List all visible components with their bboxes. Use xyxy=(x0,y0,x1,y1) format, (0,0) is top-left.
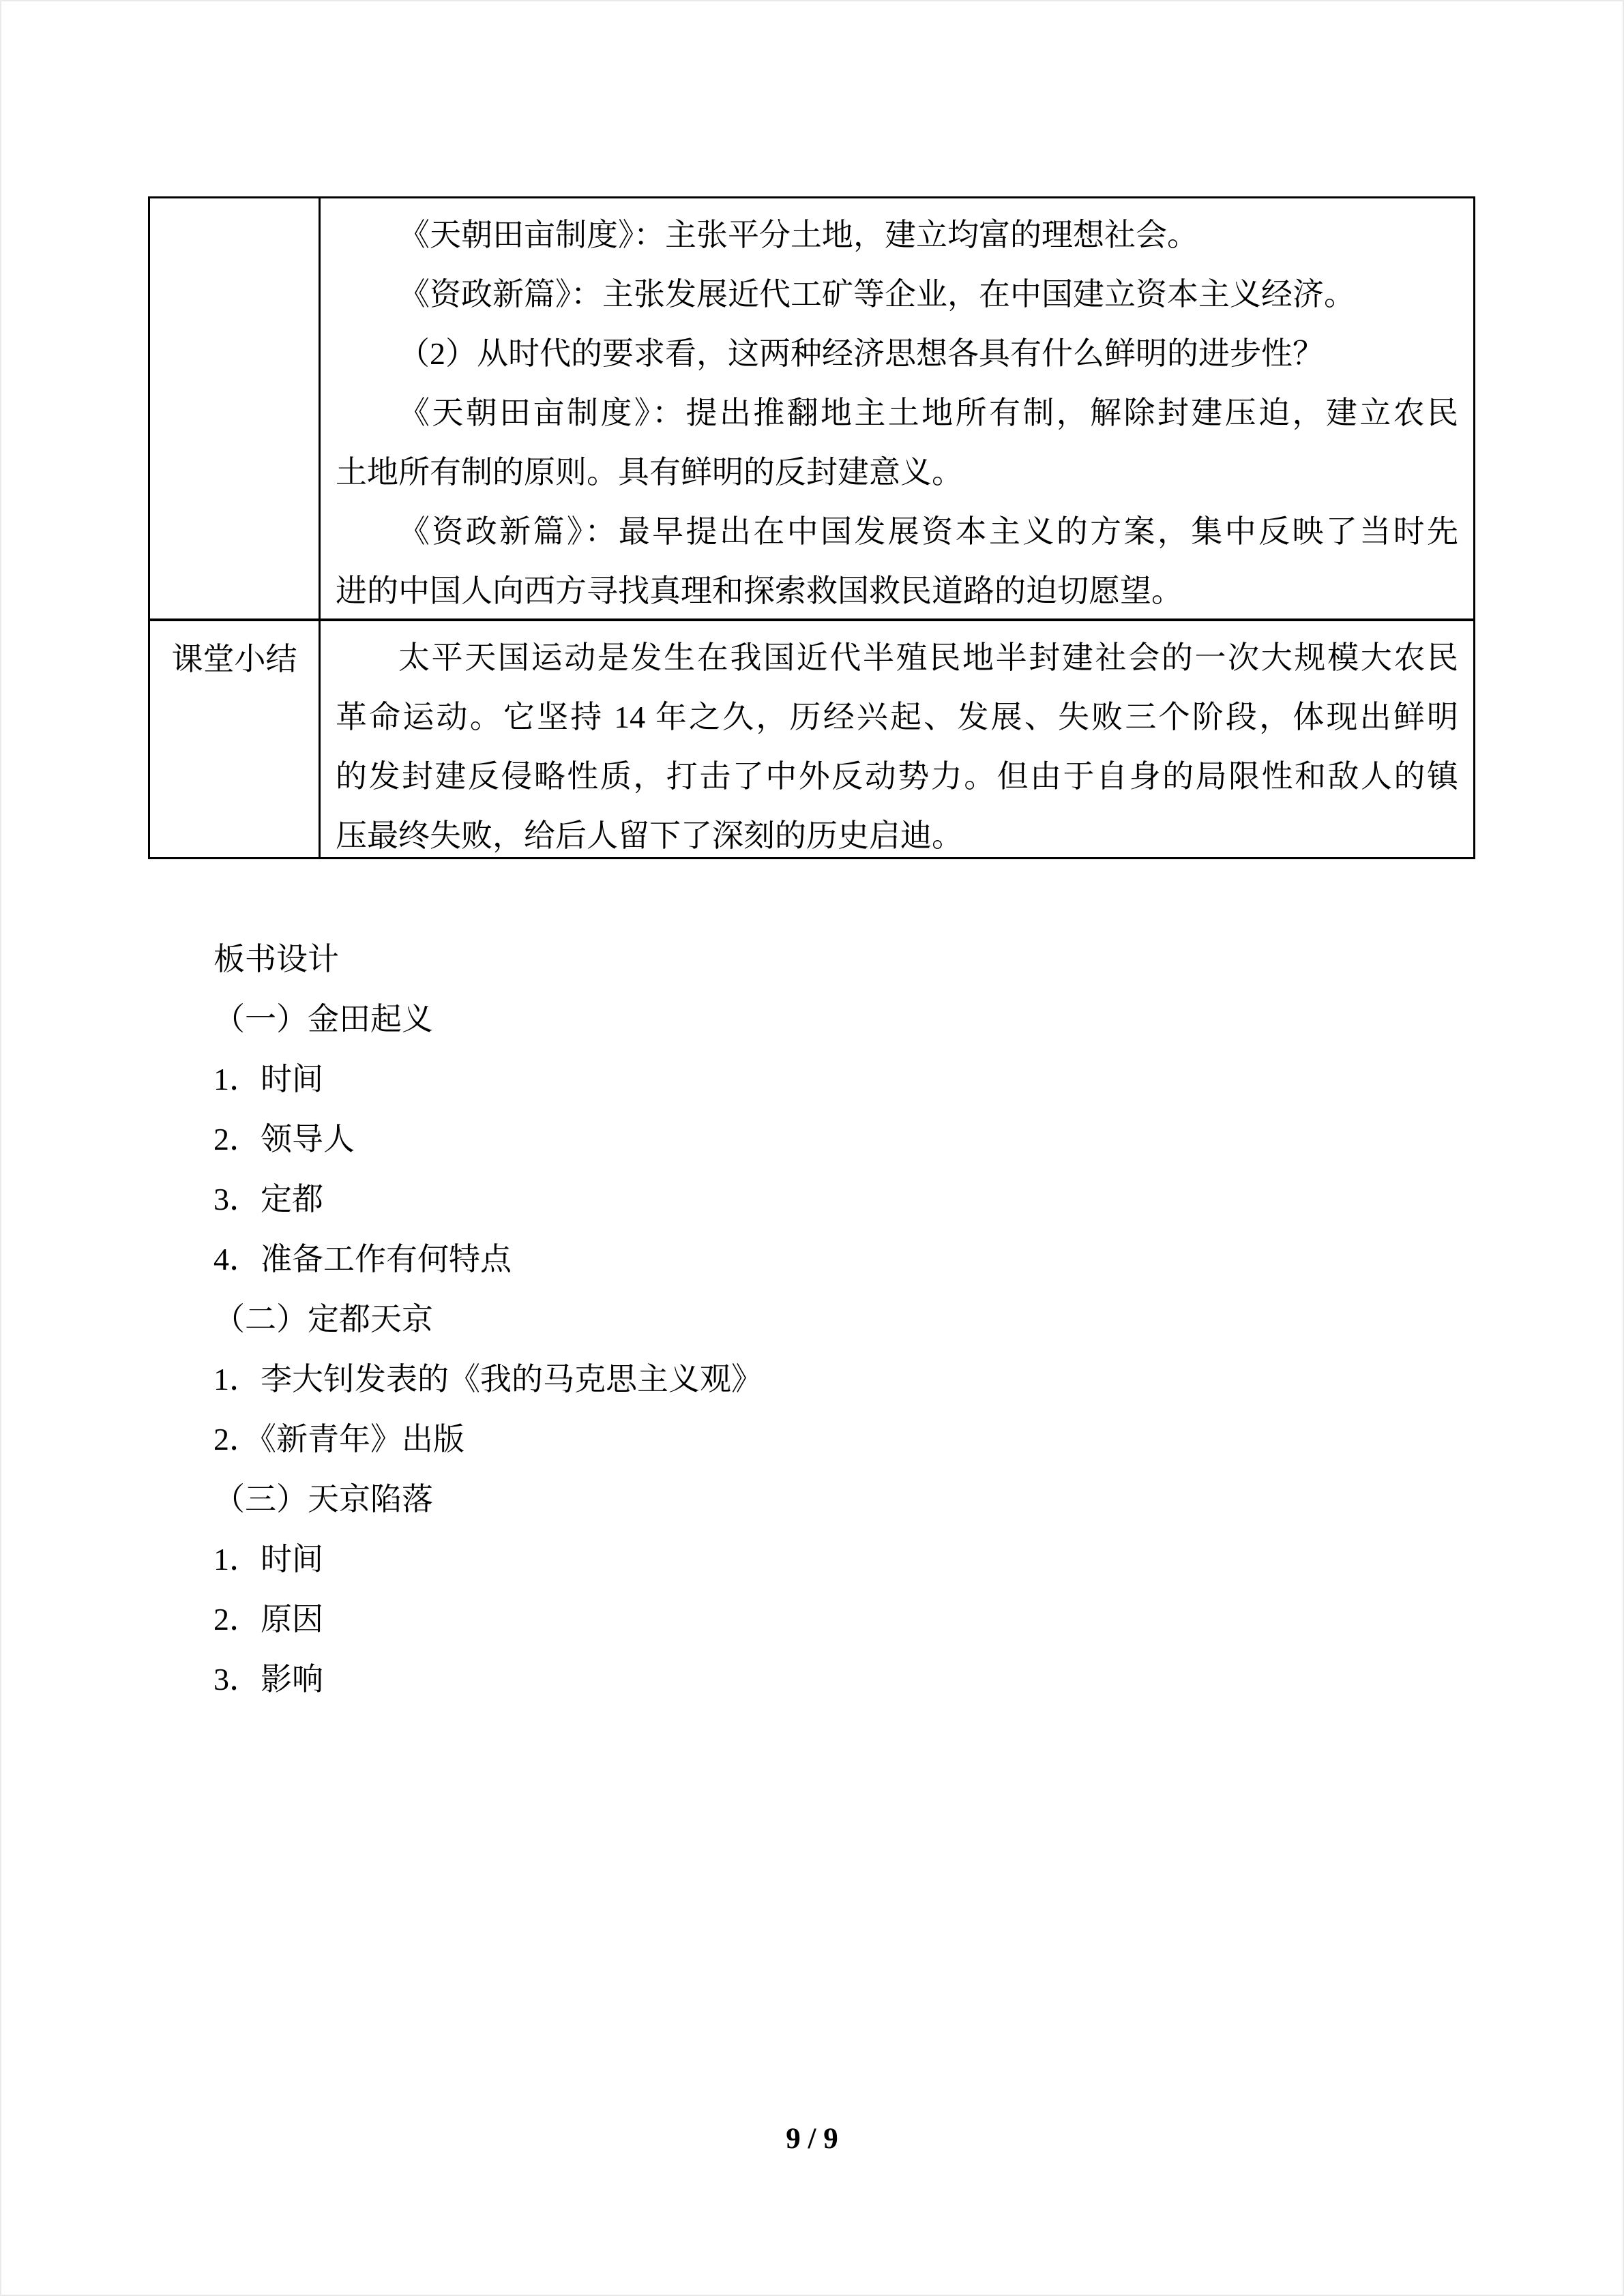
table-text-line: 《资政新篇》：主张发展近代工矿等企业，在中国建立资本主义经济。 xyxy=(398,277,1355,312)
board-item: 1．李大钊发表的《我的马克思主义观》 xyxy=(213,1362,763,1397)
table-text-line: 《天朝田亩制度》：提出推翻地主土地所有制，解除封建压迫，建立农民 xyxy=(398,396,1458,430)
table-text-line: （2）从时代的要求看，这两种经济思想各具有什么鲜明的进步性？ xyxy=(398,336,1324,371)
board-item: 2．《新青年》出版 xyxy=(213,1422,464,1457)
board-item: 4．准备工作有何特点 xyxy=(213,1242,512,1277)
table-text-line: 《资政新篇》：最早提出在中国发展资本主义的方案，集中反映了当时先 xyxy=(398,514,1458,549)
table-text-line: 的发封建反侵略性质，打击了中外反动势力。但由于自身的局限性和敌人的镇 xyxy=(336,759,1458,794)
board-item: 1．时间 xyxy=(213,1062,323,1097)
table-text-line: 土地所有制的原则。具有鲜明的反封建意义。 xyxy=(336,455,963,490)
table-content-cell-summary xyxy=(321,618,1473,857)
table-text-line: 进的中国人向西方寻找真理和探索救国救民道路的迫切愿望。 xyxy=(336,573,1183,608)
page-number: 9 / 9 xyxy=(786,2123,838,2155)
table-label-cell-empty xyxy=(150,198,321,618)
board-item: 1．时间 xyxy=(213,1542,323,1577)
board-item: 3．定都 xyxy=(213,1182,323,1217)
board-item: （二）定都天京 xyxy=(213,1302,433,1337)
table-content-cell-exercise xyxy=(321,198,1473,618)
summary-row-label: 课堂小结 xyxy=(171,642,297,676)
empty-row-label xyxy=(150,198,319,207)
table-text-line: 《天朝田亩制度》：主张平分土地，建立均富的理想社会。 xyxy=(398,218,1198,252)
lesson-plan-table xyxy=(148,196,1475,859)
board-item: 2．领导人 xyxy=(213,1122,355,1157)
board-item: （一）金田起义 xyxy=(213,1002,433,1037)
board-design-title: 板书设计 xyxy=(213,942,339,976)
table-label-cell-summary xyxy=(150,618,321,857)
board-design-section xyxy=(213,929,763,1710)
table-text-line: 革命运动。它坚持 14 年之久，历经兴起、发展、失败三个阶段，体现出鲜明 xyxy=(336,700,1458,734)
table-text-line: 压最终失败，给后人留下了深刻的历史启迪。 xyxy=(336,818,963,853)
board-item: （三）天京陷落 xyxy=(213,1482,433,1517)
table-text-line: 太平天国运动是发生在我国近代半殖民地半封建社会的一次大规模大农民 xyxy=(398,640,1458,675)
board-item: 3．影响 xyxy=(213,1662,323,1697)
board-item: 2．原因 xyxy=(213,1602,323,1637)
